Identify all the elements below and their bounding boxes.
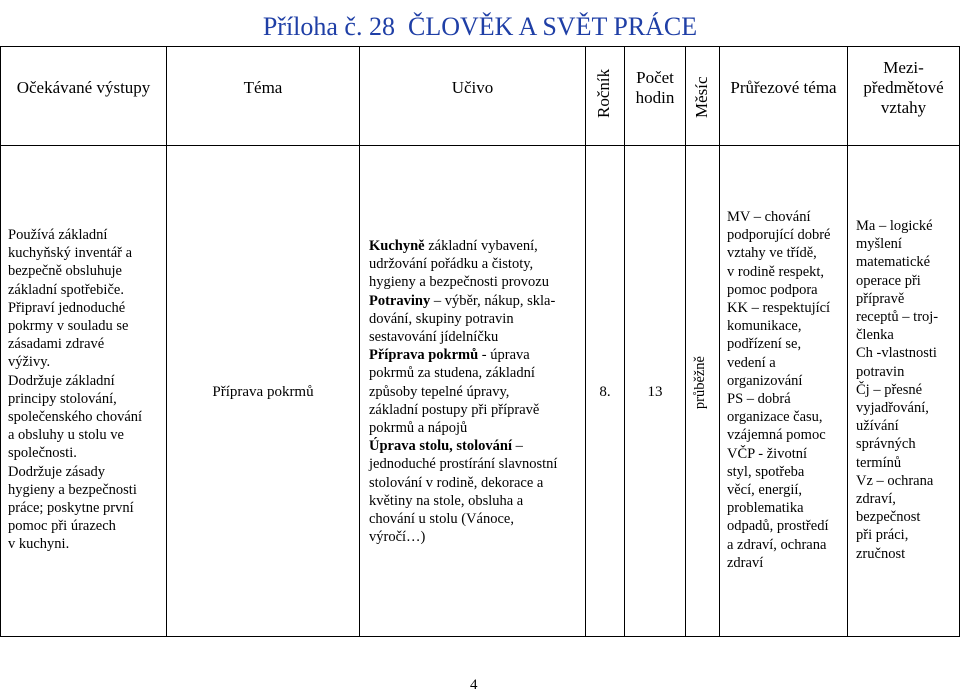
col-divider — [166, 46, 167, 637]
col-divider — [685, 46, 686, 637]
col-divider — [847, 46, 848, 637]
cell-pocet-hodin: 13 — [647, 384, 663, 400]
ucivo-text: – výběr, nákup, skla- dování, skupiny potravin sestavování jídelníčku — [369, 292, 556, 346]
header-mezipredmetove: Mezi- předmětové vztahy — [863, 58, 944, 117]
ucivo-text: - úprava pokrmů za studena, základní způsoby tepelné úpravy, základní postupy při přípravě pokrmů a nápojů — [369, 347, 540, 437]
header-pocet-hodin: Počet hodin — [635, 68, 675, 107]
title-prefix: Příloha č. 28 — [262, 12, 395, 41]
cell-prurezove: MV – chování podporující dobré vztahy ve třídě, v rodině respekt, pomoc podpora KK – respektující komunikace, podřízení se, vedení a organizování PS – dobrá organizace času, vzájemná pomoc VČP - životní styl, spotřeba věcí, energií, problematika odpadů, prostředí a zdraví, ochrana zdraví — [727, 209, 831, 571]
ucivo-heading: Kuchyně — [369, 238, 425, 254]
table-top-border — [0, 46, 960, 47]
title-main: ČLOVĚK A SVĚT PRÁCE — [407, 12, 698, 41]
header-vystupy: Očekávané výstupy — [16, 78, 151, 97]
header-prurezove: Průřezové téma — [730, 78, 837, 97]
table-bottom-border — [0, 636, 960, 637]
cell-mesic: průběžně — [692, 356, 708, 410]
ucivo-text: – jednoduché prostírání slavnostní stolování v rodině, dekorace a květiny na stole, obsluha a chování u stolu (Vánoce, výročí…) — [369, 438, 558, 546]
col-divider — [359, 46, 360, 637]
page-number: 4 — [470, 677, 478, 693]
cell-ucivo — [369, 237, 584, 546]
col-divider — [585, 46, 586, 637]
cell-tema: Příprava pokrmů — [212, 384, 314, 400]
header-tema: Téma — [243, 78, 283, 97]
cell-rocnik: 8. — [599, 384, 611, 400]
col-divider — [624, 46, 625, 637]
header-rocnik: Ročník — [594, 68, 613, 118]
col-divider — [719, 46, 720, 637]
page-title — [0, 12, 960, 42]
ucivo-text: základní vybavení, udržování pořádku a čistoty, hygieny a bezpečnosti provozu — [369, 238, 549, 291]
ucivo-heading: Příprava pokrmů — [369, 347, 479, 364]
cell-mezipredmetove: Ma – logické myšlení matematické operace při přípravě receptů – troj- členka Ch -vlastnosti potravin Čj – přesné vyjadřování, užívání správných termínů Vz – ochrana zdraví, bezpečnost při práci, zručnost — [856, 218, 939, 562]
col-divider — [0, 46, 1, 637]
cell-vystupy: Používá základní kuchyňský inventář a bezpečně obsluhuje základní spotřebiče. Připraví jednoduché pokrmy v souladu se zásadami zdravé výživy. Dodržuje základní principy stolování, společenského chování a obsluhy u stolu ve společnosti. Dodržuje zásady hygieny a bezpečnosti práce; poskytne první pomoc při úrazech v kuchyni. — [8, 227, 143, 553]
header-mesic: Měsíc — [692, 76, 711, 118]
ucivo-heading: Úprava stolu, stolování — [369, 438, 513, 455]
header-ucivo: Učivo — [451, 78, 494, 97]
ucivo-heading: Potraviny — [369, 292, 431, 309]
header-bottom-border — [0, 145, 960, 146]
